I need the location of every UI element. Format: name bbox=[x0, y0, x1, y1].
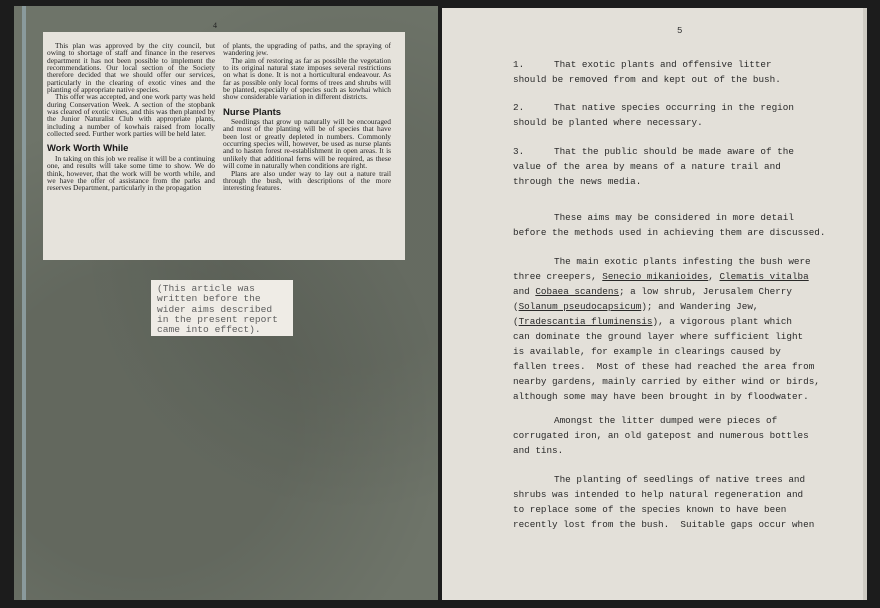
clipping-heading: Nurse Plants bbox=[223, 106, 282, 118]
text-line: shrubs was intended to help natural regeneration and bbox=[513, 489, 804, 500]
text-line: (Tradescantia fluminensis), a vigorous plant which bbox=[513, 316, 792, 327]
list-item-number: 2. bbox=[513, 102, 525, 113]
page-edge bbox=[863, 8, 867, 600]
clipping-paragraph: In taking on this job we realise it will be a continuing one, and results will take some time to show. We do think, however, that the work will be worth while, and we have the offer of assistance from the parks and reserves Department, particularly in the propagation bbox=[47, 153, 215, 193]
clipping-paragraph: The aim of restoring as far as possible the vegetation to its original natural state imposes several restrictions on what is done. It is not a horticultural endeavour. As far as possible only local forms of trees and shrubs will be planted, especially of species such as kowhai which show considerable variation in different districts. bbox=[223, 55, 391, 102]
clipping-column-right bbox=[223, 42, 391, 192]
clipping-paragraph: Plans are also under way to lay out a nature trail through the bush, with descriptions of the more interesting features. bbox=[223, 168, 391, 193]
right-page bbox=[442, 8, 863, 600]
text-line: should be removed from and kept out of the bush. bbox=[513, 74, 781, 85]
left-page-number: 4 bbox=[213, 21, 217, 30]
text-line: corrugated iron, an old gatepost and numerous bottles bbox=[513, 430, 809, 441]
text-line: (Solanum pseudocapsicum); and Wandering Jew, bbox=[513, 301, 759, 312]
species-name: Clematis vitalba bbox=[719, 271, 809, 282]
species-name: Senecio mikanioides bbox=[602, 271, 709, 282]
typed-note bbox=[151, 280, 293, 336]
text-line: can dominate the ground layer where sufficient light bbox=[513, 331, 804, 342]
text-line: value of the area by means of a nature trail and bbox=[513, 161, 781, 172]
species-name: Solanum pseudocapsicum bbox=[518, 301, 642, 312]
text-line: The planting of seedlings of native trees and bbox=[554, 474, 806, 485]
text-line: Amongst the litter dumped were pieces of bbox=[554, 415, 778, 426]
text-line: These aims may be considered in more detail bbox=[554, 212, 794, 223]
text-line: to replace some of the species known to have been bbox=[513, 504, 787, 515]
left-page bbox=[14, 6, 438, 600]
text-line: although some may have been brought in by floodwater. bbox=[513, 391, 809, 402]
text-line: before the methods used in achieving them are discussed. bbox=[513, 227, 826, 238]
binding-strip bbox=[22, 6, 26, 600]
right-page-number: 5 bbox=[677, 26, 683, 36]
text-line: should be planted where necessary. bbox=[513, 117, 703, 128]
clipping-paragraph: This offer was accepted, and one work party was held during Conservation Week. A section of the stopbank was cleared of exotic vines, and this was then planted by the Junior Naturalist Club with appropriate plants, including a number of kowhais raised from locally collected seed. Further work parties will be held later. bbox=[47, 92, 215, 139]
note-line: (This article was bbox=[157, 283, 255, 294]
clipping-paragraph: This plan was approved by the city council, but owing to shortage of staff and finance in the reserves department it has not been possible to implement the recommendations. Our local section of the Society therefore decided that we should offer our services, particularly in the clearing of exotic vines and the planting of appropriate native species. bbox=[47, 41, 215, 95]
clipping-paragraph: Seedlings that grow up naturally will be encouraged and most of the planting will be of species that have been lost or greatly depleted in numbers. Commonly occurring species will, however, be used as nurse plants and to hasten forest re-establishment in open areas. It is unlikely that additional ferns will be required, as these will come in naturally when conditions are right. bbox=[223, 117, 391, 171]
text-line: The main exotic plants infesting the bush were bbox=[554, 256, 811, 267]
note-line: written before the bbox=[157, 293, 261, 305]
list-item-number: 3. bbox=[513, 146, 525, 157]
text-line: three creepers, Senecio mikanioides, Clematis vitalba bbox=[513, 271, 809, 282]
text-line: That the public should be made aware of the bbox=[554, 146, 794, 157]
text-line: through the news media. bbox=[513, 176, 642, 187]
note-line: came into effect). bbox=[157, 324, 261, 336]
list-item-number: 1. bbox=[513, 59, 525, 70]
species-name: Cobaea scandens bbox=[535, 286, 620, 297]
clipping-column-left bbox=[47, 42, 215, 192]
text-line: That exotic plants and offensive litter bbox=[554, 59, 772, 70]
note-line: in the present report bbox=[157, 313, 278, 325]
text-line: and Cobaea scandens; a low shrub, Jerusalem Cherry bbox=[513, 286, 792, 297]
clipping-paragraph: of plants, the upgrading of paths, and the spraying of wandering jew. bbox=[223, 41, 391, 58]
text-line: fallen trees. Most of these had reached the area from bbox=[513, 361, 815, 372]
text-line: recently lost from the bush. Suitable gaps occur when bbox=[513, 519, 815, 530]
note-line: wider aims described bbox=[157, 303, 273, 315]
newspaper-clipping bbox=[43, 32, 405, 260]
text-line: nearby gardens, mainly carried by either wind or birds, bbox=[513, 376, 820, 387]
species-name: Tradescantia fluminensis bbox=[518, 316, 653, 327]
text-line: and tins. bbox=[513, 445, 564, 456]
text-line: is available, for example in clearings caused by bbox=[513, 346, 781, 357]
clipping-heading: Work Worth While bbox=[47, 143, 129, 155]
text-line: That native species occurring in the region bbox=[554, 102, 794, 113]
